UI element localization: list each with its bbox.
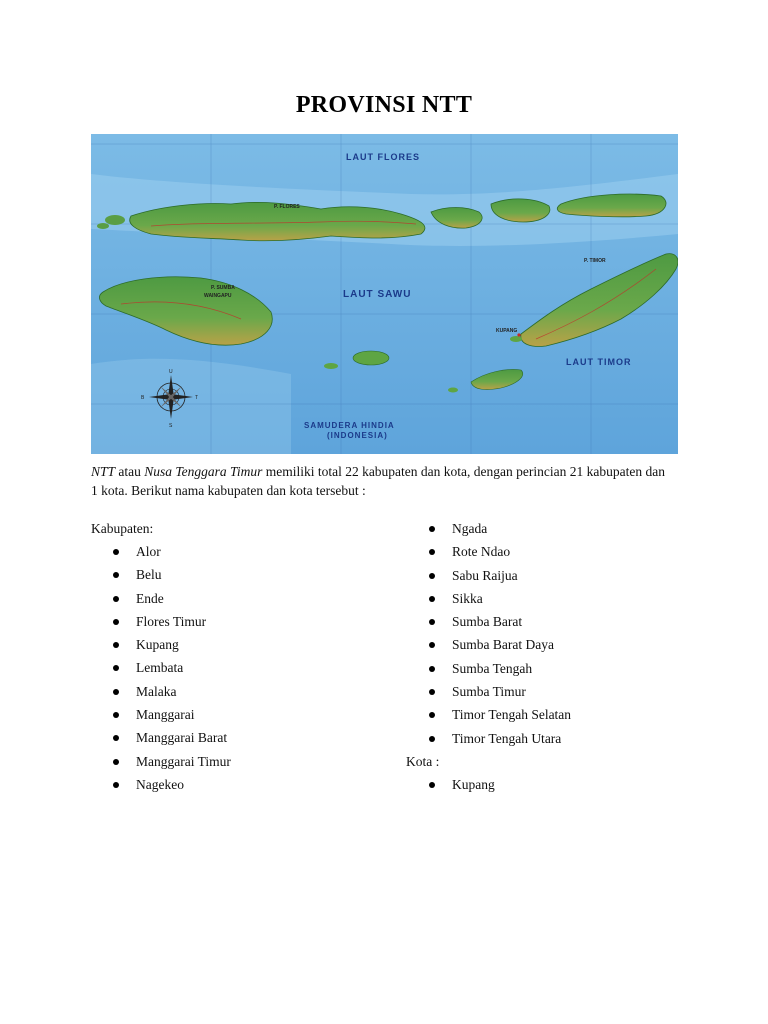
- list-item: Manggarai Timur: [91, 750, 231, 773]
- bullet-icon: [113, 596, 119, 602]
- city-label-waingapu: WAINGAPU: [204, 293, 232, 299]
- bullet-icon: [429, 526, 435, 532]
- kabupaten-column-right: [406, 517, 571, 796]
- bullet-icon: [113, 782, 119, 788]
- list-item: Manggarai Barat: [91, 726, 231, 749]
- bullet-icon: [113, 712, 119, 718]
- list-item: Kupang: [406, 773, 571, 796]
- list-item: Ende: [91, 587, 231, 610]
- bullet-icon: [113, 619, 119, 625]
- island-label-timor: P. TIMOR: [584, 258, 606, 264]
- list-item: Ngada: [406, 517, 571, 540]
- list-item: Sumba Tengah: [406, 657, 571, 680]
- kabupaten-column-left: [91, 517, 231, 796]
- city-label-kupang: KUPANG: [496, 328, 518, 334]
- bullet-icon: [429, 642, 435, 648]
- kabupaten-list-left: [91, 540, 231, 796]
- kabupaten-list-right: [406, 517, 571, 750]
- list-item: Timor Tengah Utara: [406, 727, 571, 750]
- island-label-sumba: P. SUMBA: [211, 285, 235, 291]
- kota-list: [406, 773, 571, 796]
- list-item: Belu: [91, 563, 231, 586]
- list-item: Malaka: [91, 680, 231, 703]
- intro-atau: atau: [115, 464, 145, 479]
- bullet-icon: [429, 596, 435, 602]
- bullet-icon: [429, 782, 435, 788]
- list-item: Sumba Timur: [406, 680, 571, 703]
- intro-full-name: Nusa Tenggara Timur: [144, 464, 263, 479]
- svg-text:U: U: [169, 369, 173, 375]
- bullet-icon: [429, 573, 435, 579]
- sea-label-hindia: SAMUDERA HINDIA: [304, 421, 395, 430]
- bullet-icon: [113, 689, 119, 695]
- kota-heading: Kota :: [406, 753, 440, 769]
- bullet-icon: [113, 572, 119, 578]
- list-item: Rote Ndao: [406, 540, 571, 563]
- bullet-icon: [429, 666, 435, 672]
- list-item: Kupang: [91, 633, 231, 656]
- island-label-flores: P. FLORES: [274, 204, 300, 210]
- list-item: Sikka: [406, 587, 571, 610]
- bullet-icon: [113, 735, 119, 741]
- intro-abbr: NTT: [91, 464, 116, 479]
- svg-text:B: B: [141, 395, 145, 401]
- bullet-icon: [429, 689, 435, 695]
- list-item: Manggarai: [91, 703, 231, 726]
- bullet-icon: [113, 665, 119, 671]
- list-item: Flores Timur: [91, 610, 231, 633]
- list-item: Lembata: [91, 656, 231, 679]
- list-item: Timor Tengah Selatan: [406, 703, 571, 726]
- sea-label-timor: LAUT TIMOR: [566, 357, 632, 367]
- sea-label-indonesia: (INDONESIA): [327, 431, 388, 440]
- intro-rest: memiliki total 22 kabupaten dan kota, dengan perincian 21 kabupaten dan 1 kota. Berikut nama kabupaten dan kota tersebut :: [91, 464, 665, 498]
- list-item: Sumba Barat: [406, 610, 571, 633]
- list-item: Sabu Raijua: [406, 564, 571, 587]
- bullet-icon: [429, 549, 435, 555]
- sea-label-flores: LAUT FLORES: [346, 152, 420, 162]
- bullet-icon: [429, 736, 435, 742]
- bullet-icon: [113, 642, 119, 648]
- ntt-map-image: [91, 134, 678, 454]
- kabupaten-heading: Kabupaten:: [91, 521, 154, 536]
- list-item: Nagekeo: [91, 773, 231, 796]
- bullet-icon: [429, 712, 435, 718]
- list-item: Sumba Barat Daya: [406, 633, 571, 656]
- intro-paragraph: [91, 462, 671, 500]
- page-title: PROVINSI NTT: [295, 92, 473, 118]
- bullet-icon: [113, 549, 119, 555]
- bullet-icon: [113, 759, 119, 765]
- svg-text:S: S: [169, 423, 173, 429]
- bullet-icon: [429, 619, 435, 625]
- list-item: Alor: [91, 540, 231, 563]
- svg-text:T: T: [195, 395, 199, 401]
- sea-label-sawu: LAUT SAWU: [343, 289, 412, 300]
